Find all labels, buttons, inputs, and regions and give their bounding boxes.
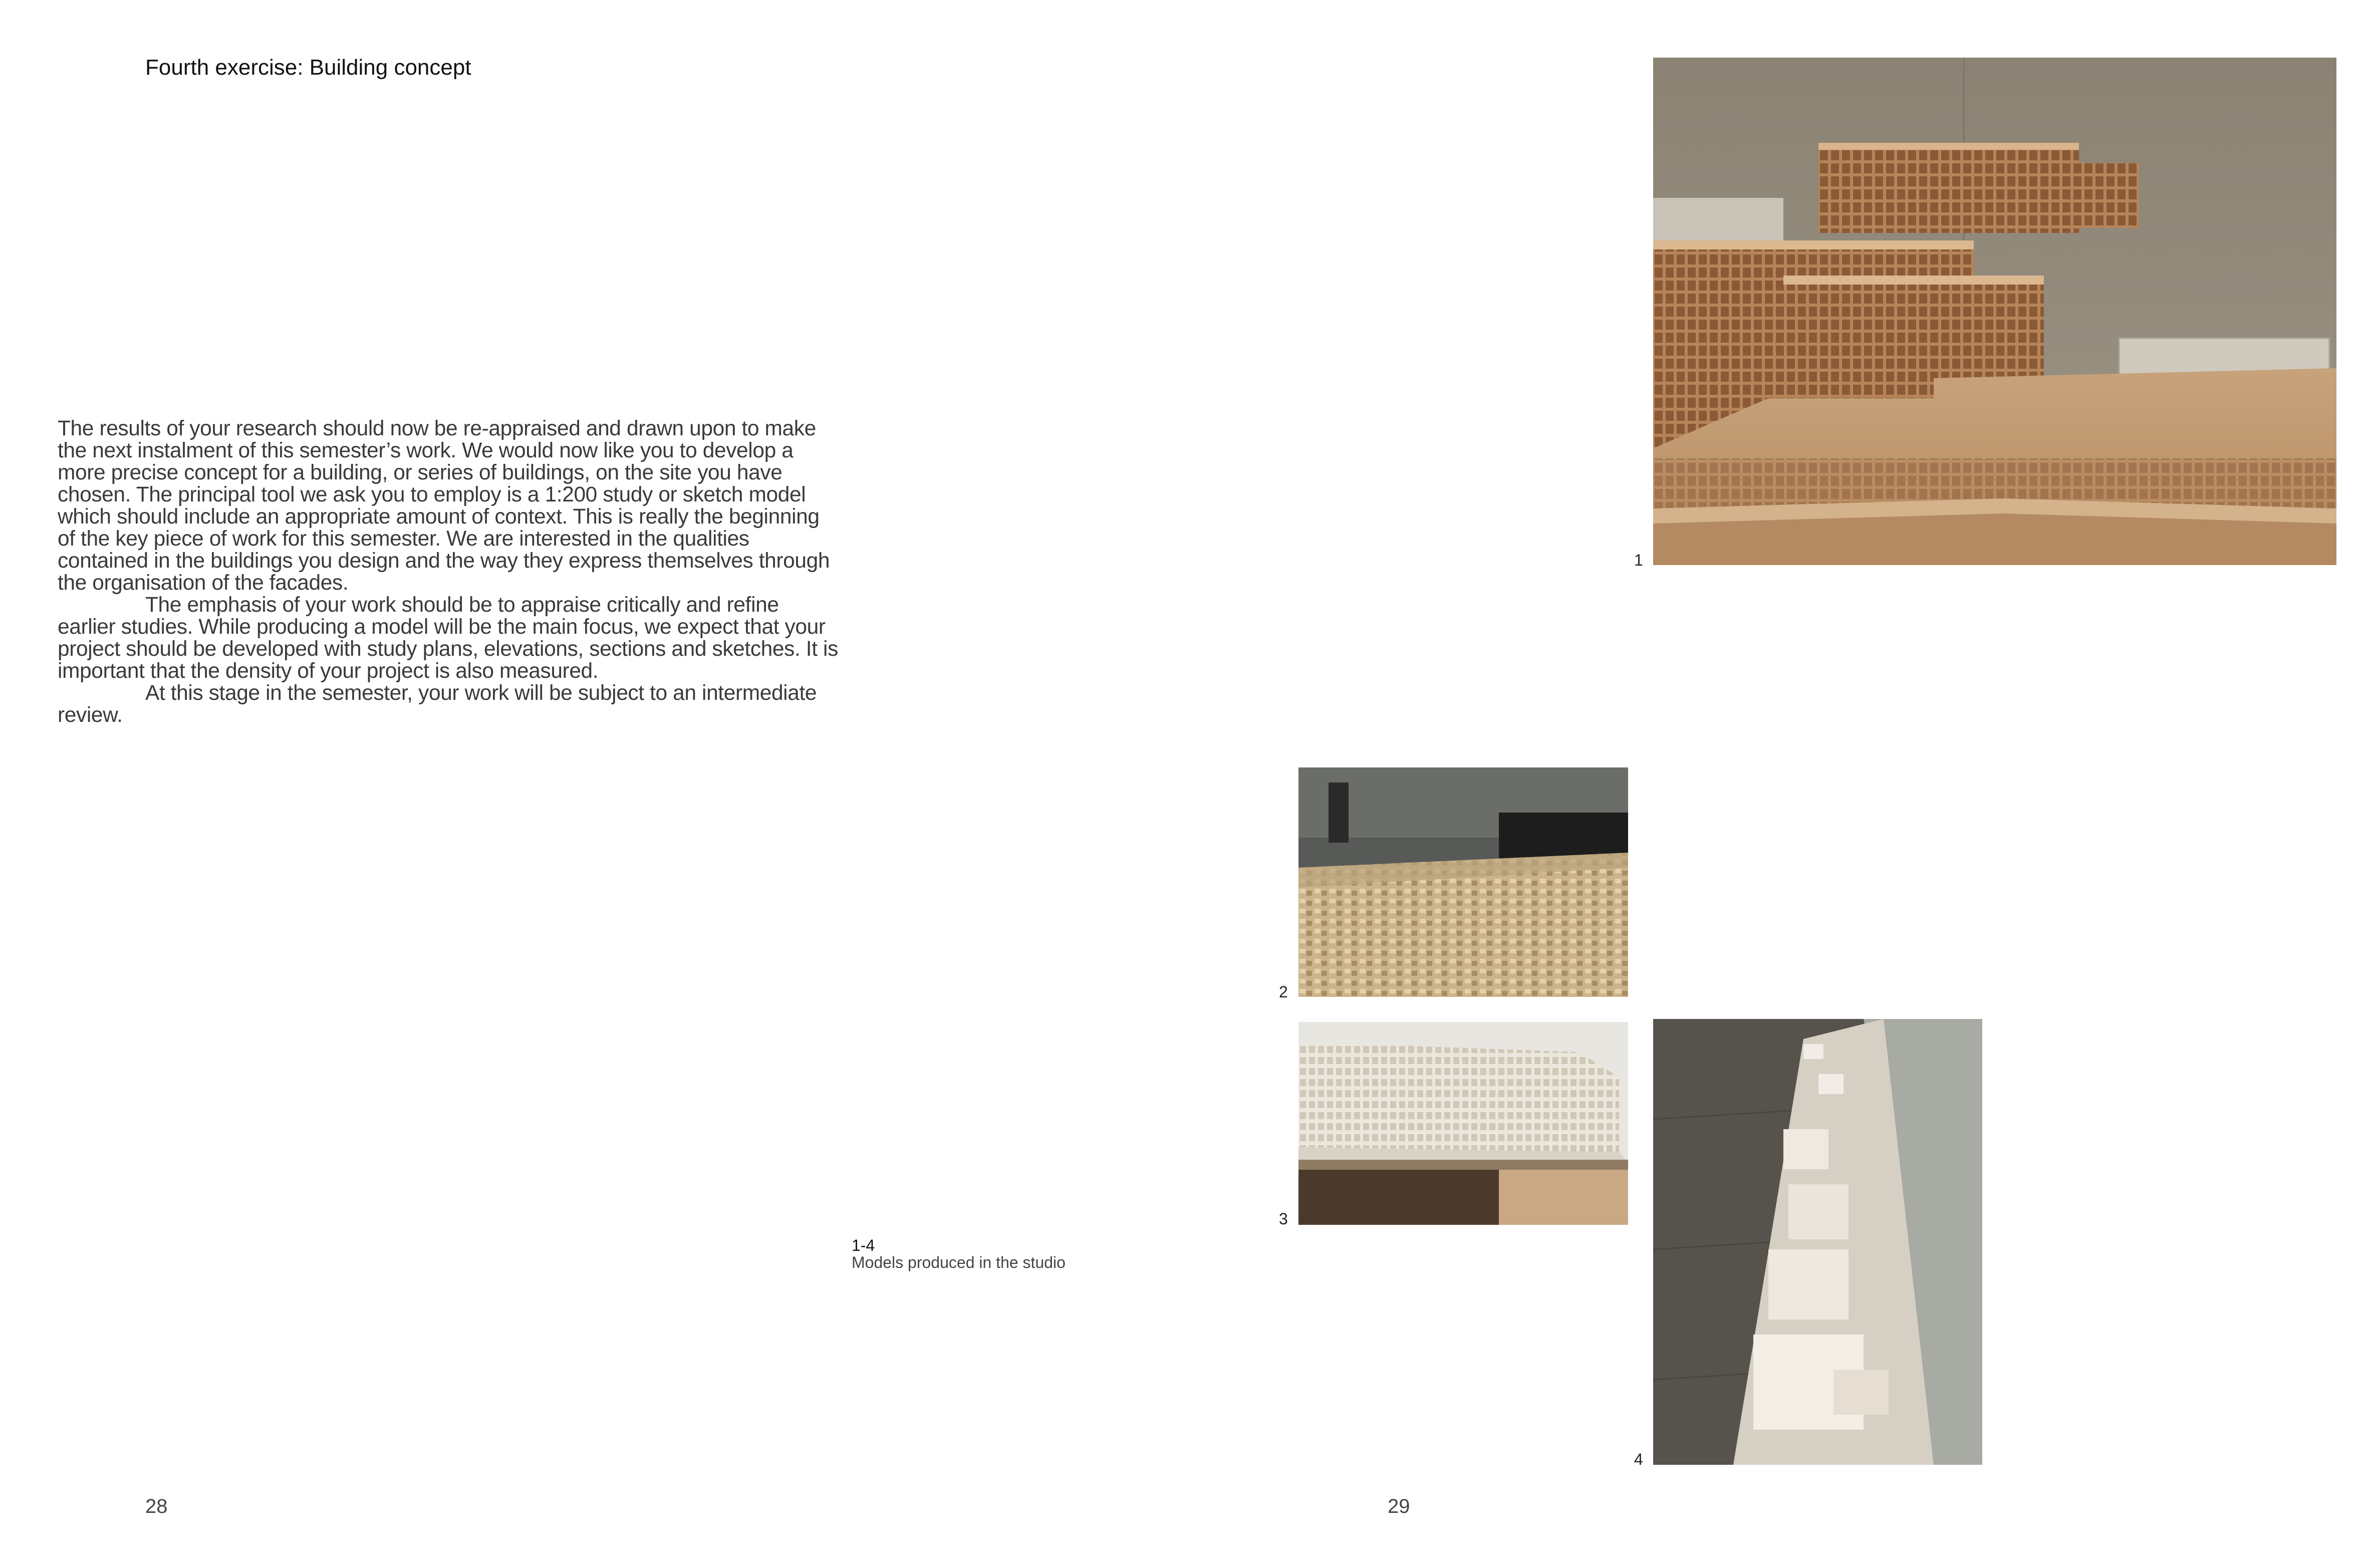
figure-2-number: 2: [1279, 983, 1288, 1001]
figure-2-photo: [1298, 767, 1628, 997]
page-number-left: 28: [145, 1495, 168, 1517]
figure-3-photo: [1298, 1022, 1628, 1225]
figure-1-number: 1: [1634, 551, 1643, 569]
figure-1-photo: [1653, 58, 2336, 565]
paragraph-3: At this stage in the semester, your work will be subject to an intermediate review.: [58, 681, 817, 727]
paragraph-2: The emphasis of your work should be to appraise critically and refine earlier studies. While producing a model will be the main focus, we expect that your project should be developed with study plans, elevations, sections and sketches. It is important that the density of your project is also measured.: [58, 593, 838, 683]
figure-3-number: 3: [1279, 1210, 1288, 1228]
caption-range: 1-4: [852, 1236, 875, 1254]
paragraph-1: The results of your research should now be re-appraised and drawn upon to make the next instalment of this semester’s work. We would now like you to develop a more precise concept for a building, or series of buildings, on the site you have chosen. The principal tool we ask you to employ is a 1:200 study or sketch model which should include an appropriate amount of context. This is really the beginning of the key piece of work for this semester. We are interested in the qualities contained in the buildings you design and the way they express themselves through the organisation of the facades.: [58, 417, 830, 595]
caption-text: Models produced in the studio: [852, 1253, 1066, 1271]
figure-4-photo: [1653, 1019, 1982, 1465]
section-title: Fourth exercise: Building concept: [145, 55, 471, 80]
figure-4-number: 4: [1634, 1450, 1643, 1468]
page-number-right: 29: [1388, 1495, 1410, 1517]
body-text: [58, 418, 839, 726]
